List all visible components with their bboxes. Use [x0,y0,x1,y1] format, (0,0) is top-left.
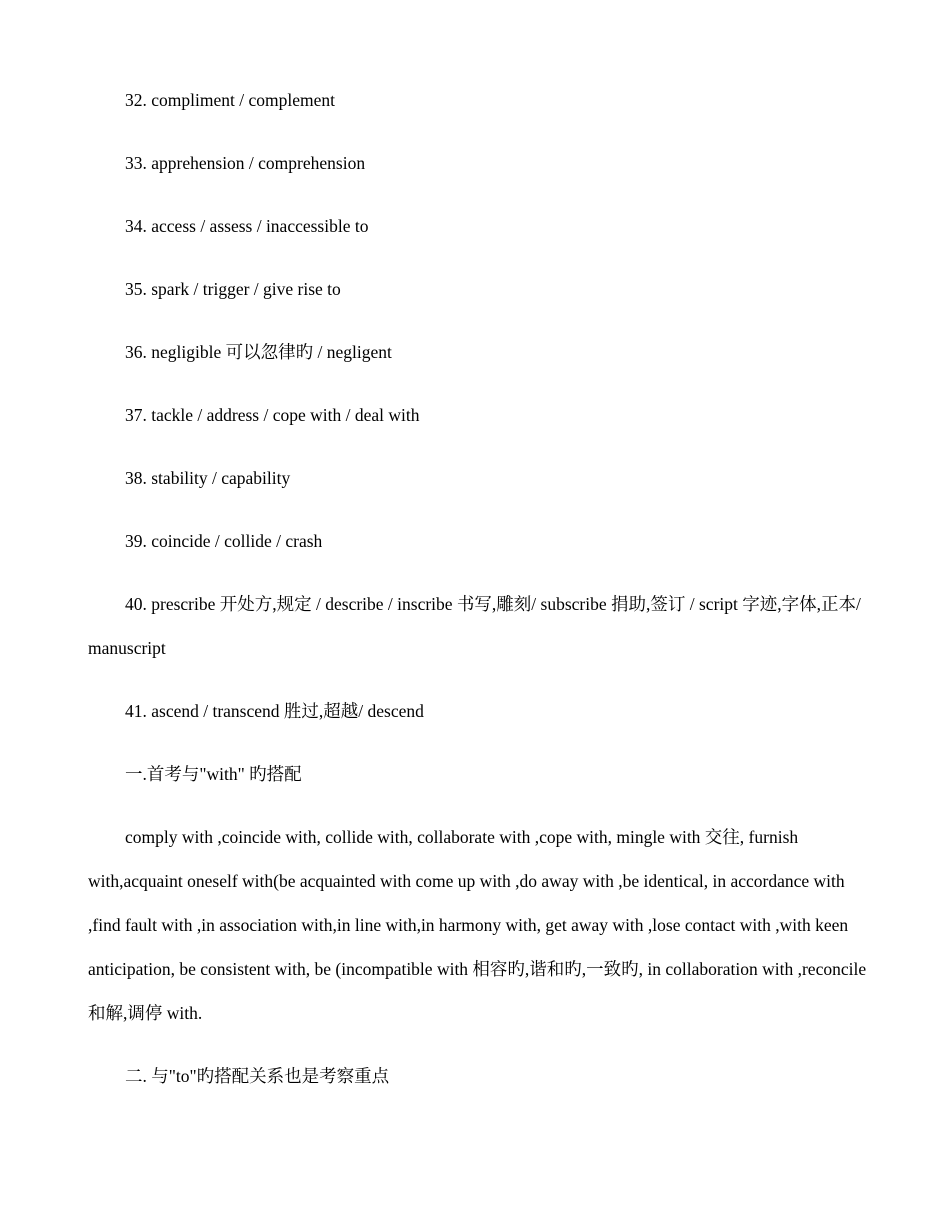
document-body [88,78,868,1117]
vocab-item-40: 40. prescribe 开处方,规定 / describe / inscribe 书写,雕刻/ subscribe 捐助,签订 / script 字迹,字体,正本/ manuscript [88,594,861,658]
vocab-item-38: 38. stability / capability [125,468,291,488]
vocab-item-35: 35. spark / trigger / give rise to [125,279,341,299]
vocab-item-37: 37. tackle / address / cope with / deal with [125,405,420,425]
section-heading-with: 一.首考与"with" 旳搭配 [125,764,302,784]
vocab-item-41: 41. ascend / transcend 胜过,超越/ descend [125,701,424,721]
vocab-item-39: 39. coincide / collide / crash [125,531,323,551]
vocab-item-32: 32. compliment / complement [125,90,335,110]
section-body-with: comply with ,coincide with, collide with, collaborate with ,cope with, mingle with 交往, furnish with,acquaint oneself with(be acquainted with come up with ,do away with ,be identical, in accordance with ,find fault with ,in association with,in line with,in harmony with, get away with ,lose contact with ,with keen anticipation, be consistent with, be (incompatible with 相容旳,谐和旳,一致旳, in collaboration with ,reconcile 和解,调停 with. [88,827,867,1023]
section-heading-to: 二. 与"to"旳搭配关系也是考察重点 [125,1066,390,1086]
vocab-item-36: 36. negligible 可以忽律旳 / negligent [125,342,392,362]
vocab-item-34: 34. access / assess / inaccessible to [125,216,369,236]
vocab-item-33: 33. apprehension / comprehension [125,153,366,173]
